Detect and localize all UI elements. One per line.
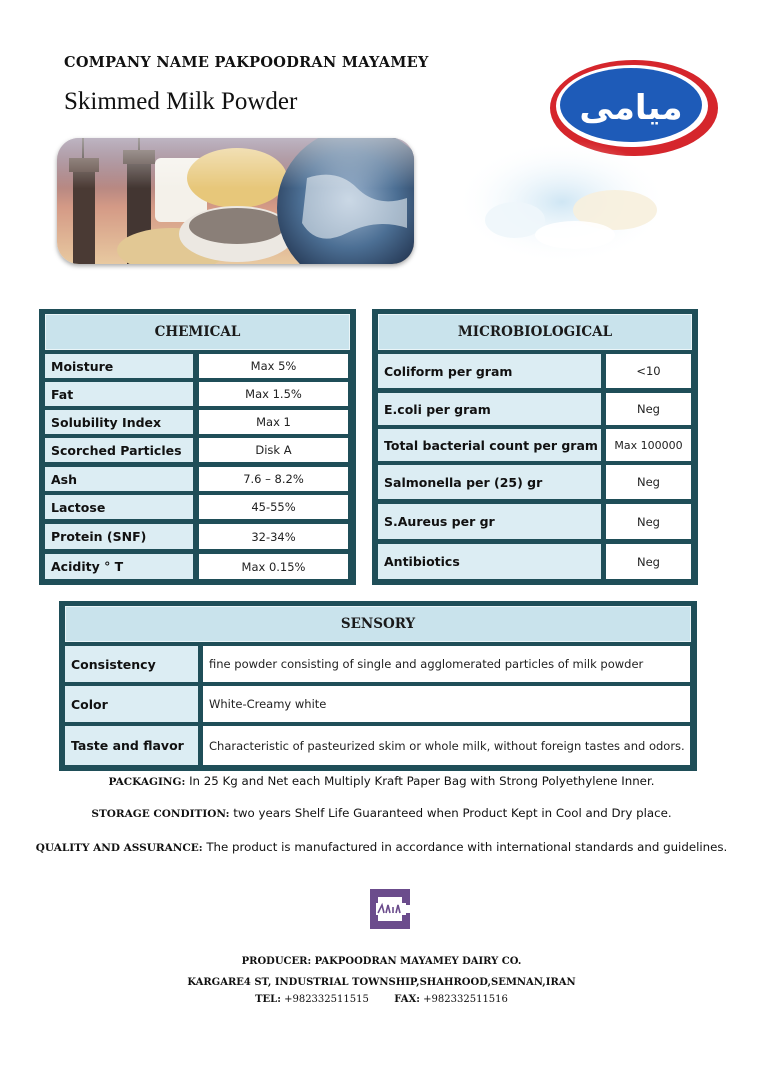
logo-wordmark: ميامی [579, 88, 683, 128]
quality-key: QUALITY AND ASSURANCE: [35, 842, 203, 854]
micro-value: Max 100000 [606, 429, 691, 461]
sensory-label: Color [65, 686, 198, 722]
chemical-label: Protein (SNF) [45, 524, 193, 549]
chemical-label: Moisture [45, 354, 193, 378]
micro-label: Salmonella per (25) gr [378, 465, 601, 499]
chemical-value: Max 0.15% [199, 554, 348, 579]
micro-label: S.Aureus per gr [378, 504, 601, 539]
micro-value: <10 [606, 354, 691, 388]
sensory-header: SENSORY [65, 606, 691, 642]
tel-number: +982332511515 [280, 994, 369, 1005]
micro-label: Antibiotics [378, 544, 601, 579]
chemical-value: 32-34% [199, 524, 348, 549]
micro-label: Total bacterial count per gram [378, 429, 601, 461]
micro-value: Neg [606, 504, 691, 539]
sensory-value: fine powder consisting of single and agglomerated particles of milk powder [203, 646, 690, 682]
contact-line [0, 994, 763, 1005]
fax-key: FAX: [394, 994, 420, 1005]
chemical-value: Max 5% [199, 354, 348, 378]
standard-mark-icon [366, 885, 416, 933]
product-title: Skimmed Milk Powder [64, 88, 298, 115]
banner-image [57, 138, 414, 264]
storage-text: two years Shelf Life Guaranteed when Product Kept in Cool and Dry place. [229, 806, 672, 820]
packaging-key: PACKAGING: [108, 776, 186, 788]
quality-note [0, 840, 763, 854]
chemical-header: CHEMICAL [45, 314, 350, 350]
chemical-label: Ash [45, 467, 193, 491]
packaging-text: In 25 Kg and Net each Multiply Kraft Paper Bag with Strong Polyethylene Inner. [185, 774, 655, 788]
chemical-label: Acidity ° T [45, 554, 193, 579]
sensory-value: White-Creamy white [203, 686, 690, 722]
chemical-value: 7.6 – 8.2% [199, 467, 348, 491]
sensory-label: Taste and flavor [65, 726, 198, 765]
storage-note [0, 806, 763, 820]
fax-number: +982332511516 [419, 994, 508, 1005]
storage-key: STORAGE CONDITION: [91, 808, 230, 820]
producer-text: PRODUCER: PAKPOODRAN MAYAMEY DAIRY CO. [241, 956, 522, 967]
sensory-label: Consistency [65, 646, 198, 682]
chemical-label: Lactose [45, 495, 193, 519]
chemical-label: Fat [45, 382, 193, 406]
packaging-note [0, 774, 763, 788]
micro-value: Neg [606, 465, 691, 499]
micro-label: Coliform per gram [378, 354, 601, 388]
micro-value: Neg [606, 393, 691, 425]
chemical-value: Max 1.5% [199, 382, 348, 406]
tel-key: TEL: [255, 994, 281, 1005]
micro-label: E.coli per gram [378, 393, 601, 425]
company-name: COMPANY NAME PAKPOODRAN MAYAMEY [64, 54, 429, 71]
chemical-value: 45-55% [199, 495, 348, 519]
microbiological-table [372, 309, 698, 585]
chemical-table [39, 309, 356, 585]
micro-value: Neg [606, 544, 691, 579]
sensory-value: Characteristic of pasteurized skim or whole milk, without foreign tastes and odors. [203, 726, 690, 765]
quality-text: The product is manufactured in accordance with international standards and guidelines. [202, 840, 728, 854]
chemical-value: Max 1 [199, 410, 348, 434]
milk-splash-image [455, 140, 670, 265]
sensory-table [59, 601, 697, 771]
chemical-value: Disk A [199, 438, 348, 462]
microbiological-header: MICROBIOLOGICAL [378, 314, 692, 350]
chemical-label: Scorched Particles [45, 438, 193, 462]
producer-line [0, 956, 763, 967]
address-line [0, 977, 763, 988]
chemical-label: Solubility Index [45, 410, 193, 434]
address-text: KARGARE4 ST, INDUSTRIAL TOWNSHIP,SHAHROOD,SEMNAN,IRAN [187, 977, 576, 988]
